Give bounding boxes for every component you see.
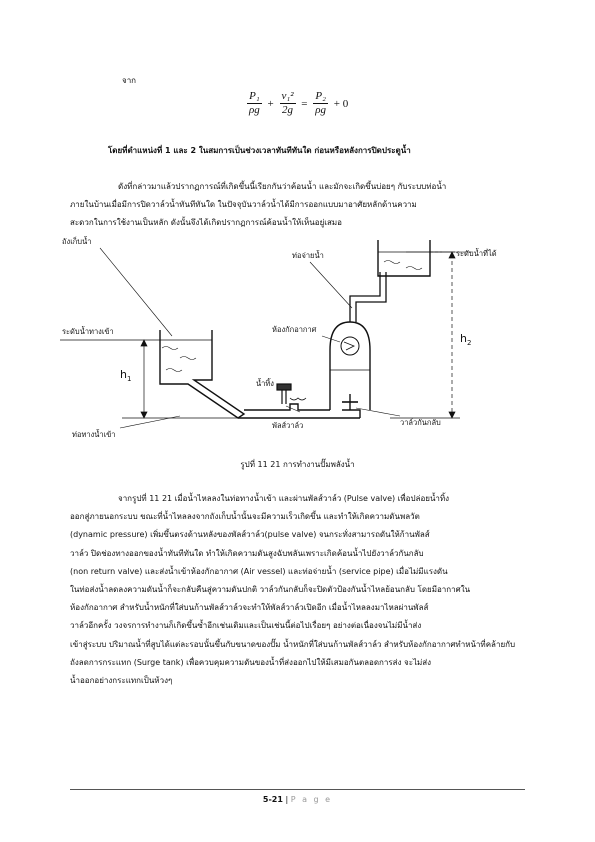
lead-word: จาก [122, 76, 137, 85]
label-supply-tank: ถังเก็บน้ำ [62, 237, 92, 246]
paragraph-1 [70, 178, 446, 233]
upper-tank [378, 240, 430, 276]
position-note: โดยที่ตำแหน่งที่ 1 และ 2 ในสมการเป็นช่วงเวลาทันทีทันใด ก่อนหรือหลังการปิดประตูน้ำ [108, 146, 411, 155]
page-footer [0, 795, 595, 804]
footer-divider [70, 789, 525, 790]
paragraph-1-line: ดังที่กล่าวมาแล้วปรากฏการณ์ที่เกิดขึ้นนี้เรียกกันว่าค้อนน้ำ และมักจะเกิดขึ้นบ่อยๆ กับระบบท่อน้ำ [118, 182, 447, 191]
fraction-3-numerator: P₂ [315, 90, 326, 102]
paragraph-1-line: สะดวกในการใช้งานเป็นหลัก ดังนั้นจึงได้เกิดปรากฏการณ์ค้อนน้ำให้เห็นอยู่เสมอ [70, 218, 342, 228]
label-inlet-pipe: ท่อทางน้ำเข้า [72, 430, 116, 439]
label-h2-letter: h [460, 332, 467, 345]
paragraph-2-line: เข้าสู่ระบบ ปริมาณน้ำที่สูบได้แต่ละรอบนั้นขึ้นกับขนาดของปั๊ม น้ำหนักที่ใส่บนก้านพัลส์วาล์ว สำหรับห้องกักอากาศทำหน้าที่คล้ายกับ [70, 639, 516, 649]
paragraph-2-line: วาล์ว ปิดช่องทางออกของน้ำทันทีทันใด ทำให้เกิดความดันสูงฉับพลันเพราะเกิดค้อนน้ำไปยังวาล์วกันกลับ [70, 548, 424, 558]
fraction-1 [247, 90, 262, 117]
label-h2 [460, 332, 471, 347]
paragraph-2 [70, 490, 515, 690]
page-word: P a g e [290, 795, 333, 804]
label-h1 [120, 368, 131, 383]
fraction-1-numerator: P₁ [249, 90, 260, 102]
pulse-valve [277, 384, 306, 404]
plus-sign-1: + [267, 97, 274, 110]
fraction-1-denominator: ρg [249, 104, 260, 116]
label-inlet-level: ระดับน้ำทางเข้า [62, 327, 114, 336]
paragraph-2-line: ออกสู่ภายนอกระบบ ขณะที่น้ำไหลลงจากถังเก็บน้ำนั้นจะมีความเร็วเกิดขึ้น และทำให้เกิดความดันพลวัต [70, 512, 420, 522]
paragraph-2-line: น้ำออกอย่างกระแทกเป็นห้วงๆ [70, 676, 173, 686]
fraction-3 [313, 90, 328, 117]
label-check-valve: วาล์วกันกลับ [400, 418, 441, 427]
dimension-h2 [449, 252, 455, 418]
paragraph-2-line: ถังลดการกระแทก (Surge tank) เพื่อควบคุมความดันของน้ำที่ส่งออกไปให้มีเสมอกันตลอดการส่ง จะไม่ส่ง [70, 657, 432, 667]
paragraph-1-line: ภายในบ้านเมื่อมีการปิดวาล์วน้ำทันทีทันใด ในปัจจุบันวาล์วน้ำได้มีการออกแบบมาอาศัยหลักด้านความ [70, 200, 417, 210]
label-pulse-valve: พัลส์วาล์ว [272, 421, 304, 430]
fraction-2 [280, 90, 296, 117]
fraction-3-denominator: ρg [315, 104, 327, 116]
page-number: 5-21 [262, 795, 283, 804]
hydraulic-ram-pump-diagram [60, 232, 530, 440]
equals-sign: = [301, 97, 308, 110]
label-waste-water: น้ำทิ้ง [256, 379, 274, 388]
level-lines [60, 252, 460, 418]
footer-separator: | [285, 795, 289, 804]
paragraph-2-line: (non return valve) และส่งน้ำเข้าห้องกักอากาศ (Air vessel) และท่อจ่ายน้ำ (service pipe) เมื่อไม่มีแรงดัน [70, 566, 448, 576]
air-vessel [330, 322, 370, 410]
paragraph-2-line: ห้องกักอากาศ สำหรับน้ำหนักที่ใส่บนก้านพัลส์วาล์วจะทำให้พัลส์วาล์วเปิดอีก เมื่อน้ำไหลลงมาไหลผ่านพัลส์ [70, 603, 429, 613]
supply-tank [160, 330, 244, 418]
label-high-level: ระดับน้ำที่ได้ [456, 249, 497, 258]
label-h2-subscript: 2 [466, 339, 472, 347]
delivery-pipe [350, 272, 386, 322]
label-delivery-pipe: ท่อจ่ายน้ำ [292, 251, 324, 260]
fraction-2-numerator: v₁² [281, 90, 294, 102]
fraction-2-denominator: 2g [282, 104, 293, 116]
plus-zero: + 0 [333, 97, 349, 110]
drive-pipe [238, 404, 360, 418]
paragraph-2-line: วาล์วอีกครั้ง วงจรการทำงานก็เกิดขึ้นซ้ำอีกเช่นเดิมและเป็นเช่นนี้ต่อไปเรื่อยๆ อย่างต่อเนื่องจนไม่มีน้ำส่ง [70, 621, 422, 631]
dimension-h1 [141, 340, 147, 418]
bernoulli-equation [246, 90, 350, 117]
label-h1-letter: h [120, 368, 127, 381]
paragraph-2-line: (dynamic pressure) เพิ่มขึ้นตรงด้านหลังของพัลส์วาล์ว(pulse valve) จนกระทั่งสามารถดันให้ก้านพัลส์ [70, 530, 430, 540]
paragraph-2-line: จากรูปที่ 11 21 เมื่อน้ำไหลลงในท่อทางน้ำเข้า และผ่านพัลส์วาล์ว (Pulse valve) เพื่อปล่อยน้ำทิ้ง [118, 494, 450, 503]
figure-caption: รูปที่ 11 21 การทำงานปั๊มพลังน้ำ [240, 460, 355, 469]
label-air-chamber: ห้องกักอากาศ [272, 325, 317, 334]
paragraph-2-line: ในท่อส่งน้ำลดลงความดันน้ำก็จะกลับคืนสู่ความดันปกติ วาล์วกันกลับก็จะปิดตัวป้องกันน้ำไหลย้อนกลับ โดยมีอากาศใน [70, 585, 471, 595]
label-h1-subscript: 1 [126, 375, 132, 383]
